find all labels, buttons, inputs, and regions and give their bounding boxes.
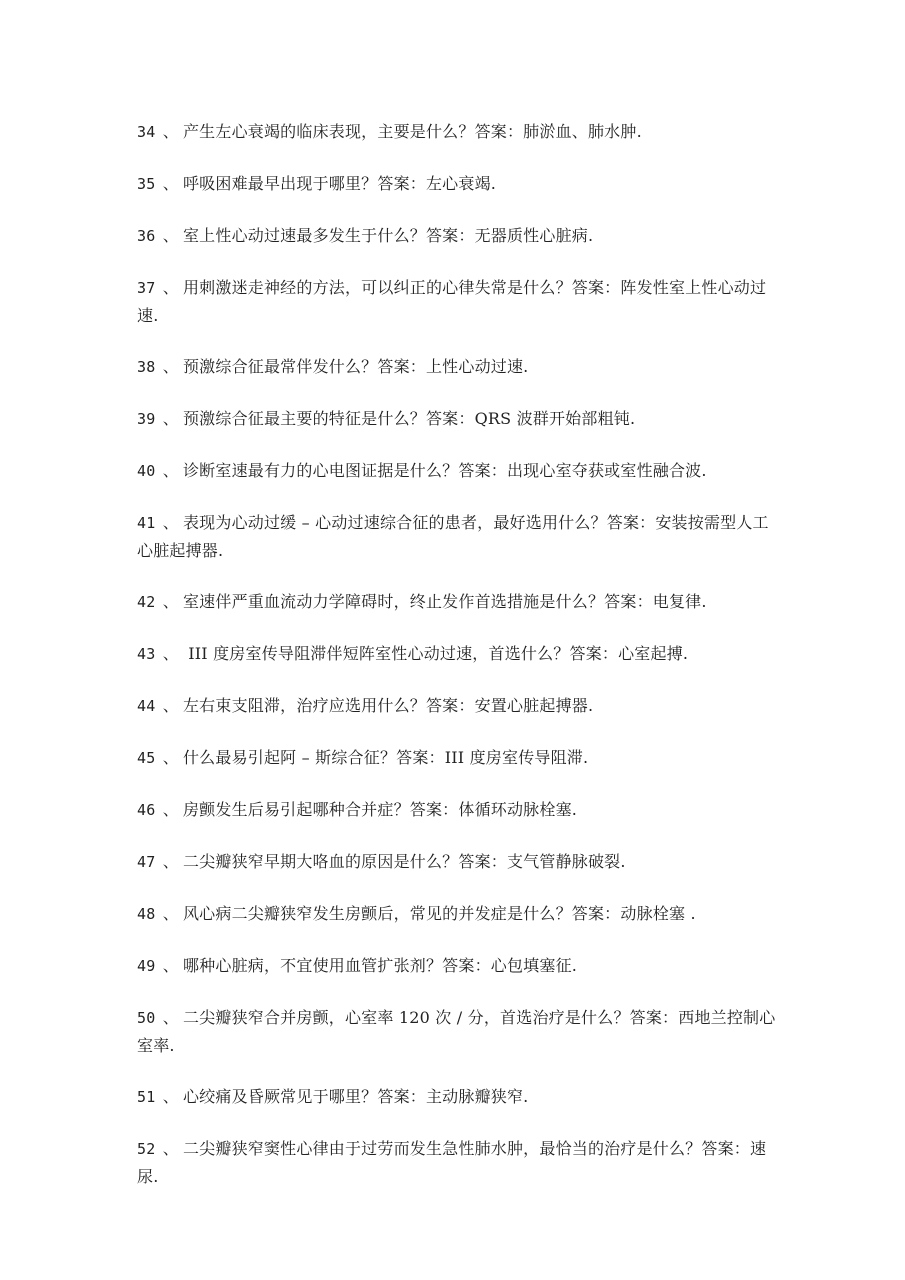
separator: 、 xyxy=(162,956,179,975)
qa-item-36 xyxy=(137,222,777,250)
separator: 、 xyxy=(162,644,179,663)
separator: 、 xyxy=(162,592,179,611)
qa-item-41 xyxy=(137,509,777,564)
separator: 、 xyxy=(162,852,179,871)
question-answer-text: 心绞痛及昏厥常见于哪里？答案：主动脉瓣狭窄. xyxy=(182,1087,529,1106)
qa-item-43 xyxy=(137,640,777,668)
question-number: 44 xyxy=(137,697,156,715)
question-answer-text: III 度房室传导阻滞伴短阵室性心动过速，首选什么？答案：心室起搏. xyxy=(182,644,689,663)
separator: 、 xyxy=(162,748,179,767)
question-answer-text: 哪种心脏病，不宜使用血管扩张剂？答案：心包填塞征. xyxy=(182,956,578,975)
question-number: 41 xyxy=(137,514,156,532)
qa-item-42 xyxy=(137,588,777,616)
separator: 、 xyxy=(162,696,179,715)
question-number: 49 xyxy=(137,957,156,975)
question-number: 46 xyxy=(137,801,156,819)
question-number: 51 xyxy=(137,1088,156,1106)
separator: 、 xyxy=(162,122,179,141)
question-number: 36 xyxy=(137,227,156,245)
question-number: 52 xyxy=(137,1140,156,1158)
qa-item-46 xyxy=(137,796,777,824)
question-answer-text: 预激综合征最常伴发什么？答案：上性心动过速. xyxy=(182,357,529,376)
qa-list xyxy=(137,118,777,1214)
separator: 、 xyxy=(162,278,179,297)
question-answer-text: 表现为心动过缓 – 心动过速综合征的患者，最好选用什么？答案：安装按需型人工心脏起搏器. xyxy=(137,513,769,560)
question-answer-text: 二尖瓣狭窄窦性心律由于过劳而发生急性肺水肿，最恰当的治疗是什么？答案：速尿. xyxy=(137,1139,767,1186)
separator: 、 xyxy=(162,357,179,376)
qa-item-38 xyxy=(137,353,777,381)
qa-item-45 xyxy=(137,744,777,772)
qa-item-44 xyxy=(137,692,777,720)
question-answer-text: 产生左心衰竭的临床表现，主要是什么？答案：肺淤血、肺水肿. xyxy=(182,122,642,141)
qa-item-34 xyxy=(137,118,777,146)
qa-item-40 xyxy=(137,457,777,485)
separator: 、 xyxy=(162,513,179,532)
separator: 、 xyxy=(162,800,179,819)
question-answer-text: 预激综合征最主要的特征是什么？答案：QRS 波群开始部粗钝. xyxy=(182,409,636,428)
question-number: 38 xyxy=(137,358,156,376)
question-number: 40 xyxy=(137,462,156,480)
qa-item-51 xyxy=(137,1083,777,1111)
question-number: 34 xyxy=(137,123,156,141)
qa-item-39 xyxy=(137,405,777,433)
separator: 、 xyxy=(162,409,179,428)
separator: 、 xyxy=(162,461,179,480)
question-answer-text: 二尖瓣狭窄早期大咯血的原因是什么？答案：支气管静脉破裂. xyxy=(182,852,626,871)
question-number: 48 xyxy=(137,905,156,923)
question-number: 47 xyxy=(137,853,156,871)
qa-item-47 xyxy=(137,848,777,876)
question-number: 50 xyxy=(137,1009,156,1027)
question-number: 43 xyxy=(137,645,156,663)
separator: 、 xyxy=(162,1139,179,1158)
qa-item-35 xyxy=(137,170,777,198)
separator: 、 xyxy=(162,904,179,923)
qa-item-48 xyxy=(137,900,777,928)
question-answer-text: 诊断室速最有力的心电图证据是什么？答案：出现心室夺获或室性融合波. xyxy=(182,461,707,480)
question-number: 42 xyxy=(137,593,156,611)
question-answer-text: 什么最易引起阿 – 斯综合征？答案：III 度房室传导阻滞. xyxy=(182,748,589,767)
question-answer-text: 二尖瓣狭窄合并房颤，心室率 120 次 / 分，首选治疗是什么？答案：西地兰控制心室率. xyxy=(137,1008,776,1055)
separator: 、 xyxy=(162,226,179,245)
question-answer-text: 房颤发生后易引起哪种合并症？答案：体循环动脉栓塞. xyxy=(182,800,578,819)
question-answer-text: 风心病二尖瓣狭窄发生房颤后，常见的并发症是什么？答案：动脉栓塞 . xyxy=(182,904,696,923)
qa-item-50 xyxy=(137,1004,777,1059)
separator: 、 xyxy=(162,1087,179,1106)
separator: 、 xyxy=(162,174,179,193)
separator: 、 xyxy=(162,1008,179,1027)
qa-item-52 xyxy=(137,1135,777,1190)
qa-item-49 xyxy=(137,952,777,980)
question-number: 37 xyxy=(137,279,156,297)
question-answer-text: 室上性心动过速最多发生于什么？答案：无器质性心脏病. xyxy=(182,226,594,245)
qa-item-37 xyxy=(137,274,777,329)
question-number: 45 xyxy=(137,749,156,767)
question-answer-text: 左右束支阻滞，治疗应选用什么？答案：安置心脏起搏器. xyxy=(182,696,594,715)
question-answer-text: 用刺激迷走神经的方法，可以纠正的心律失常是什么？答案：阵发性室上性心动过速. xyxy=(137,278,767,325)
question-answer-text: 呼吸困难最早出现于哪里？答案：左心衰竭. xyxy=(182,174,497,193)
question-number: 35 xyxy=(137,175,156,193)
question-number: 39 xyxy=(137,410,156,428)
question-answer-text: 室速伴严重血流动力学障碍时，终止发作首选措施是什么？答案：电复律. xyxy=(182,592,707,611)
